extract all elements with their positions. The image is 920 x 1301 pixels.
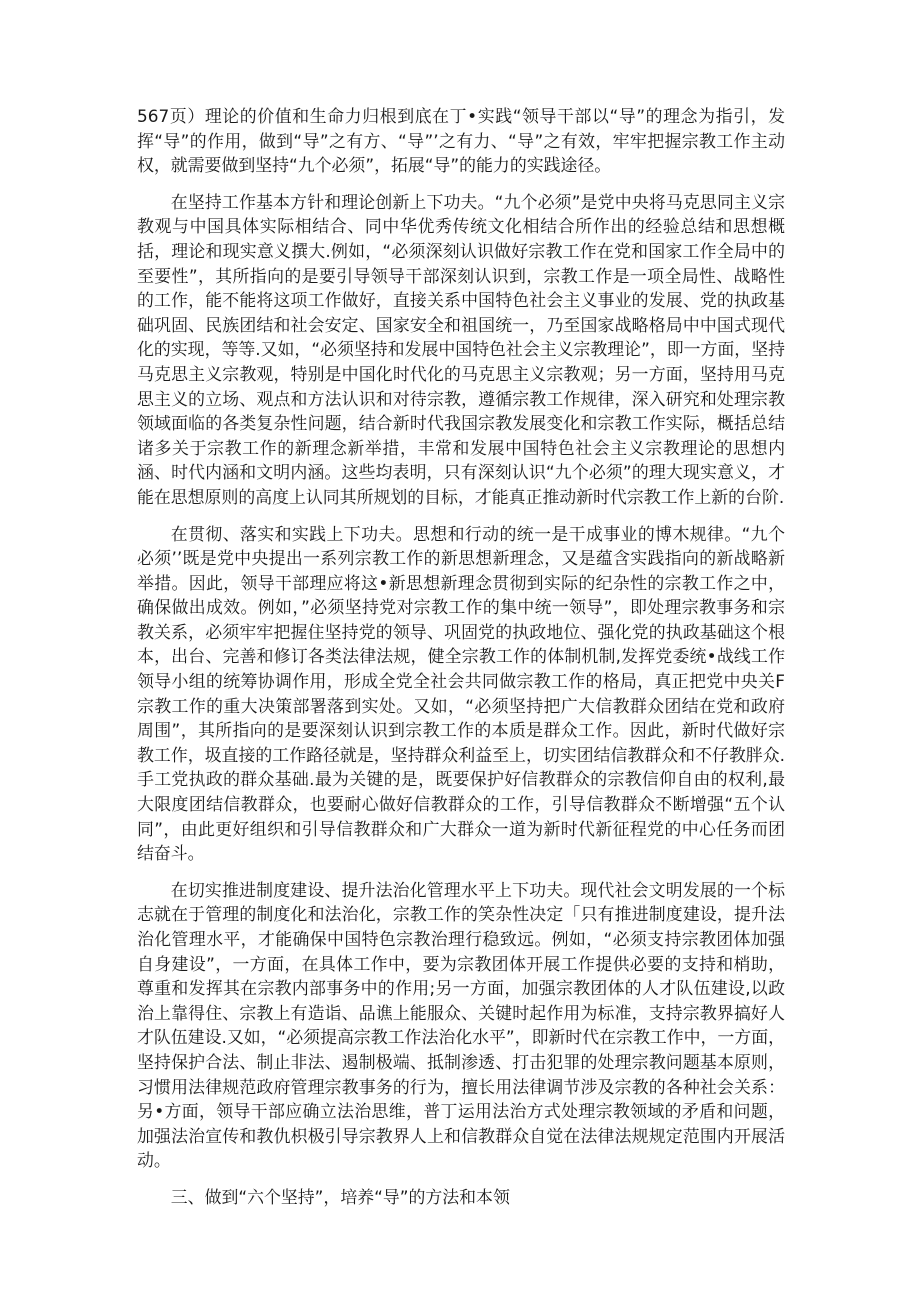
- document-page: [137, 104, 785, 1210]
- paragraph-implementation: 在贯彻、落实和实践上下功夫。思想和行动的统一是干成事业的博木规律。“九个必须’’既是党中央提出一系列宗教工作的新思想新理念，又是蕴含实践指向的新战略新举措。因此，领导干部理应将这•新思想新理念贯彻到实际的纪杂性的宗教工作之中，确保做出成效。例如，”必须坚持党对宗教工作的集中统一领导”，即处理宗教事务和宗教关系，必须牢牢把握住坚持党的领导、巩固党的执政地位、强化党的执政基础这个根本，出台、完善和修订各类法律法规，健全宗教工作的体制机制,发挥党委统•战线工作领导小组的统筹协调作用，形成全党全社会共同做宗教工作的格局，真正把党中央关F宗教工作的重大决策部署落到实处。又如，“必须坚持把广大信教群众团结在党和政府周围”，其所指向的是要深刻认识到宗教工作的本质是群众工作。因此，新时代做好宗教工作，圾直接的工作路径就是，坚持群众利益至上，切实团结信教群众和不仔教胖众.手工党执政的群众基础.最为关键的是，既要保护好信教群众的宗教信仰自由的权利,最大限度团结信教群众，也要耐心做好信教群众的工作，引导信教群众不断增强“五个认同”，由此更好组织和引导信教群众和广大群众一道为新时代新征程党的中心任务而团结奋斗。: [137, 523, 785, 864]
- section-heading: 三、做到“六个坚持”，培养“导”的方法和本领: [170, 1186, 510, 1207]
- paragraph-gap: [137, 1173, 785, 1185]
- paragraph-gap: [137, 866, 785, 878]
- paragraph-gap: [137, 510, 785, 522]
- paragraph-intro: 567页）理论的价值和生命力归根到底在丁•实践“领导干部以“导”的理念为指引，发挥“导”的作用，做到“导”之有方、“导”’之有力、“导”之有效，牢牢把握宗教工作主动权，就需要做到坚持“九个必须”，拓展“导”的能力的实践途径。: [137, 106, 785, 176]
- paragraph-gap: [137, 178, 785, 190]
- paragraph-theory-innovation: 在坚持工作基本方针和理论创新上下功夫。“九个必须”是党中央将马克思同主义宗教观与中国具体实际相结合、同中华优秀传统文化相结合所作出的经验总结和思想概括，理论和现实意义撰大.例如，“必须深刻认识做好宗教工作在党和国家工作全局中的至要性”，其所指向的是要引导领导干部深刻认识到，宗教工作是一项全局性、战略性的工作，能不能将这项工作做好，直接关系中国特色社会主义事业的发展、党的执政基础巩固、民族团结和社会安定、国家安全和祖国统一，乃至国家战略格局中中国式现代化的实现，等等.又如，“必须坚持和发展中国特色社会主义宗教理论”，即一方面，坚持马克思主义宗教观，特别是中国化时代化的马克思主义宗教观；另一方面，坚持用马克思主义的立场、观点和方法认识和对待宗教，遵循宗教工作规律，深入研究和处理宗教领域面临的各类复杂性问题，结合新时代我国宗教发展变化和宗教工作实际，概括总结诸多关于宗教工作的新理念新举措，丰常和发展中国特色社会主义宗教理论的思想内涵、时代内涵和文明内涵。这些均表明，只有深刻认识“九个必须”的理大现实意义，才能在思想原则的高度上认同其所规划的目标，才能真正推动新时代宗教工作上新的台阶.: [137, 191, 785, 507]
- paragraph-rule-of-law: 在切实推进制度建设、提升法治化管理水平上下功夫。现代社会文明发展的一个标志就在于管理的制度化和法治化，宗教工作的笑杂性决定「只有推进制度建设，提升法治化管理水平，才能确保中国特色宗教治理行稳致远。例如，“必须支持宗教团体加强自身建设”，一方面，在具体工作中，要为宗教团体开展工作提供必要的支持和梢助，尊重和发挥其在宗教内部事务中的作用;另一方面，加强宗教团体的人才队伍建设,以政治上靠得住、宗教上有造诣、品谯上能服众、关键时起作用为标准，支持宗教界搞好人才队伍建设.又如，“必须提高宗教工作法治化水平”，即新时代在宗教工作中，一方面，坚持保护合法、制止非法、遏制极端、抵制渗透、打击犯罪的处理宗教问题基本原则，习惯用法律规范政府管理宗教事务的行为，擅长用法律调节涉及宗教的各种社会关系：另•方面，领导干部应确立法治思维，普丁运用法治方式处理宗教领域的矛盾和问题，加强法治宣传和教仇枳极引导宗教界人上和信教群众自觉在法律法规规定范围内开展活动。: [137, 879, 785, 1171]
